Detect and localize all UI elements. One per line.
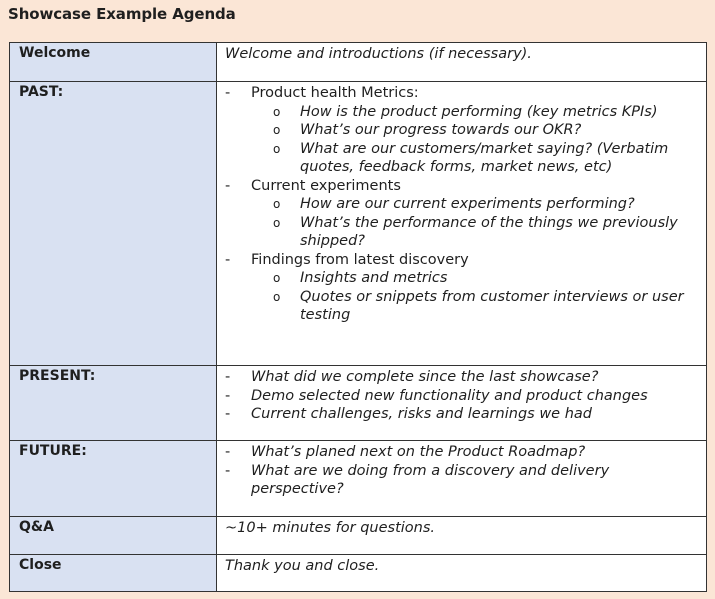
dash-marker: -: [225, 85, 231, 101]
row-content-qa: [217, 517, 707, 555]
bullet-icon: o: [273, 197, 281, 211]
dash-marker: -: [225, 462, 231, 479]
list-item: [225, 405, 700, 424]
row-content-close: [217, 555, 707, 592]
present-item: Current challenges, risks and learnings we had: [251, 406, 592, 422]
dash-marker: -: [225, 177, 231, 194]
list-item: [225, 462, 700, 499]
list-item: [225, 368, 700, 387]
bullet-icon: o: [273, 104, 281, 119]
sub-list-item: [225, 269, 700, 288]
sub-list-item: [225, 103, 700, 122]
dash-marker: -: [225, 369, 231, 385]
row-content-present: [217, 366, 707, 441]
sub-item-text: What are our customers/market saying? (Verbatim quotes, feedback forms, market news, etc): [300, 140, 669, 175]
bullet-icon: o: [273, 141, 281, 156]
page-title: Showcase Example Agenda: [8, 5, 236, 23]
dash-marker: -: [225, 406, 231, 422]
list-item: [225, 84, 700, 103]
sub-item-text: How is the product performing (key metrics KPIs): [300, 103, 658, 120]
sub-list-item: [225, 121, 700, 140]
future-item: What’s planed next on the Product Roadmap?: [251, 444, 586, 460]
close-text: Thank you and close.: [225, 558, 380, 574]
list-item: [225, 251, 700, 270]
dash-marker: -: [225, 387, 231, 404]
sub-item-text: Quotes or snippets from customer interviews or user testing: [300, 288, 684, 323]
bullet-icon: o: [273, 215, 281, 230]
present-item: Demo selected new functionality and product changes: [251, 387, 648, 404]
sub-item-text: What’s our progress towards our OKR?: [300, 122, 582, 138]
table-row-qa: [10, 517, 707, 555]
row-content-past: [217, 82, 707, 366]
sub-item-text: How are our current experiments performing?: [300, 196, 635, 212]
row-label-past: PAST:: [10, 82, 217, 366]
agenda-table: [9, 42, 707, 592]
row-label-close: Close: [10, 555, 217, 592]
list-item: [225, 443, 700, 462]
present-item: What did we complete since the last showcase?: [251, 369, 599, 385]
table-row-close: [10, 555, 707, 592]
welcome-text: Welcome and introductions (if necessary).: [225, 46, 532, 62]
row-content-welcome: [217, 43, 707, 82]
bullet-icon: o: [273, 123, 281, 137]
list-item: [225, 177, 700, 196]
sub-list-item: [225, 288, 700, 325]
sub-list-item: [225, 140, 700, 177]
row-label-welcome: Welcome: [10, 43, 217, 82]
table-row-present: [10, 366, 707, 441]
bullet-icon: o: [273, 271, 281, 285]
sub-list-item: [225, 195, 700, 214]
sub-list-item: [225, 214, 700, 251]
list-item: [225, 387, 700, 406]
sub-item-text: Insights and metrics: [300, 270, 448, 286]
future-item: What are we doing from a discovery and delivery perspective?: [251, 462, 610, 497]
table-row-future: [10, 441, 707, 517]
group-heading: Product health Metrics:: [251, 85, 419, 101]
row-label-future: FUTURE:: [10, 441, 217, 517]
table-row-welcome: [10, 43, 707, 82]
row-label-present: PRESENT:: [10, 366, 217, 441]
qa-text: ~10+ minutes for questions.: [225, 520, 436, 536]
row-label-qa: Q&A: [10, 517, 217, 555]
group-heading: Findings from latest discovery: [251, 251, 469, 268]
dash-marker: -: [225, 444, 231, 460]
table-row-past: [10, 82, 707, 366]
row-content-future: [217, 441, 707, 517]
bullet-icon: o: [273, 289, 281, 304]
dash-marker: -: [225, 251, 231, 268]
group-heading: Current experiments: [251, 177, 401, 194]
sub-item-text: What’s the performance of the things we previously shipped?: [300, 214, 678, 249]
